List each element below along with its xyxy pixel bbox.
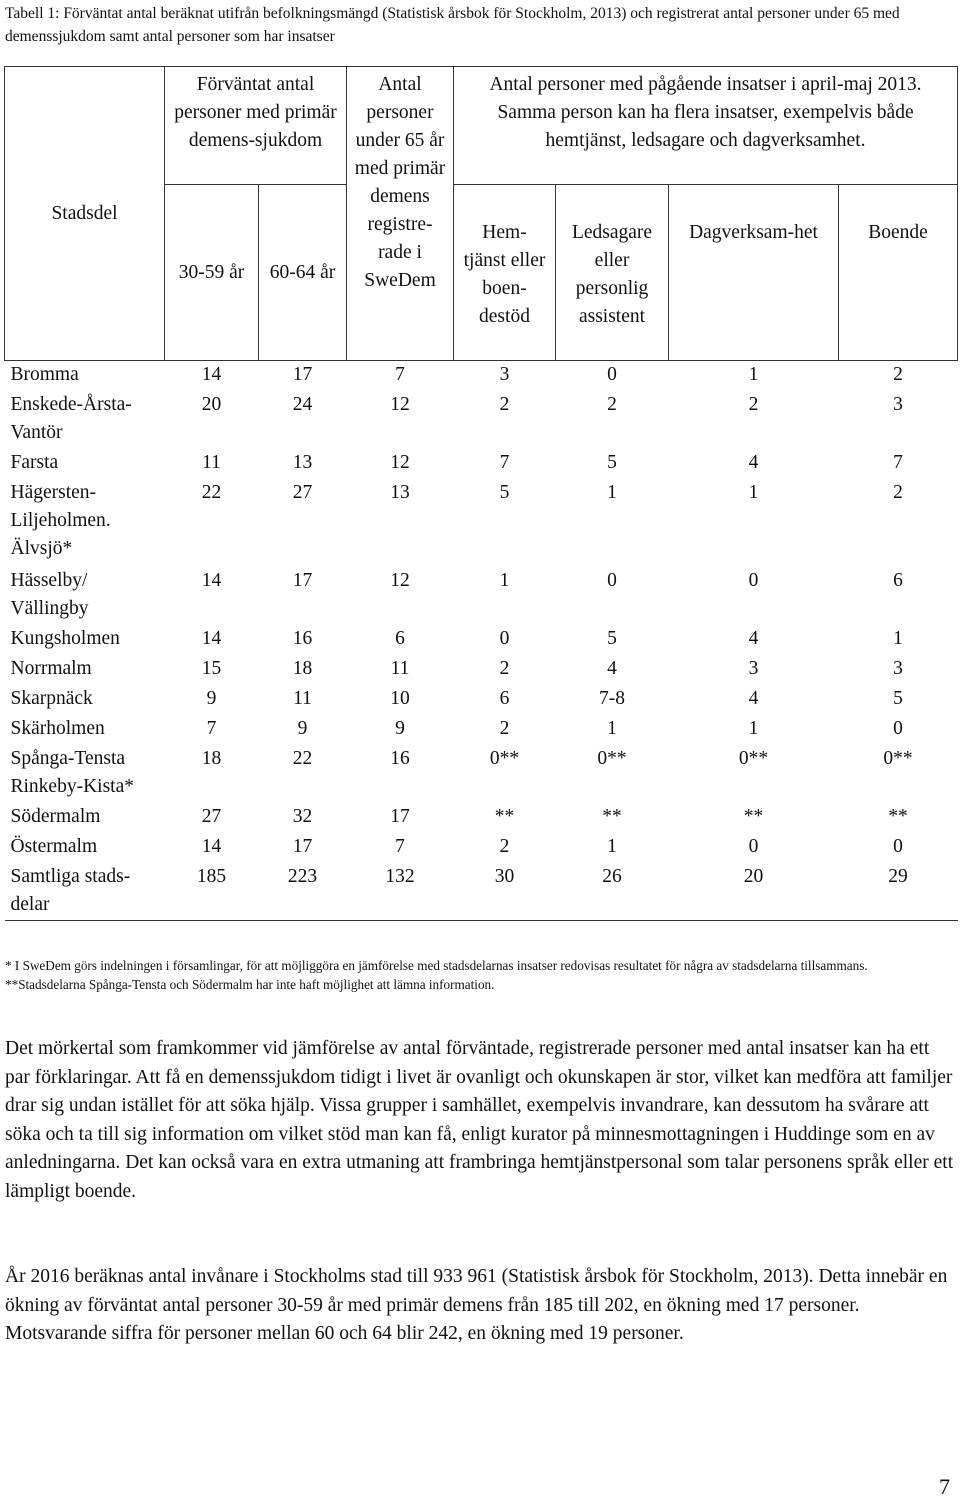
- table-cell: 14: [201, 364, 222, 385]
- table-cell: 7-8: [599, 687, 625, 709]
- table-cell: 10: [390, 687, 410, 709]
- table-cell: 20: [669, 863, 839, 921]
- table-cell: **: [494, 805, 515, 827]
- table-cell: 0: [893, 835, 903, 857]
- table-cell: 1: [748, 717, 759, 739]
- header-age-60-64: 60-64 år: [259, 185, 347, 361]
- table-row: [5, 833, 958, 863]
- table-cell: 3: [893, 657, 903, 679]
- table-cell: 16: [390, 747, 410, 769]
- district-name: Spånga-Tensta Rinkeby-Kista*: [10, 747, 134, 797]
- district-name: Södermalm: [10, 805, 101, 827]
- footnote-2: **Stadsdelarna Spånga-Tensta och Södermalm har inte haft möjlighet att lämna information.: [5, 977, 495, 992]
- table-cell: 0**: [738, 747, 769, 769]
- table-row: [5, 685, 958, 715]
- table-cell: 223: [259, 863, 347, 921]
- table-row: [5, 479, 958, 567]
- table-cell: 2: [499, 393, 510, 415]
- table-cell: 30: [454, 863, 556, 921]
- table-cell: 27: [201, 805, 222, 827]
- table-cell: 132: [347, 863, 454, 921]
- header-age-30-59: 30-59 år: [165, 185, 259, 361]
- table-cell: **: [743, 805, 764, 827]
- table-cell: 3: [499, 364, 510, 385]
- table-cell: 0: [499, 627, 510, 649]
- table-cell: 6: [395, 627, 405, 649]
- table-cell: 2: [499, 835, 510, 857]
- table-cell: 4: [607, 657, 617, 679]
- table-cell: 7: [206, 717, 217, 739]
- table-row: [5, 361, 958, 391]
- table-cell: 32: [292, 805, 313, 827]
- district-name: Hässelby/ Vällingby: [10, 569, 89, 619]
- table-cell: 1: [748, 364, 759, 385]
- table-cell: 12: [390, 569, 410, 591]
- table-cell: 0: [748, 569, 759, 591]
- table-cell: 7: [395, 835, 405, 857]
- table-cell: 2: [499, 657, 510, 679]
- district-name: Kungsholmen: [10, 627, 120, 649]
- table-cell: 4: [748, 687, 759, 709]
- table-cell: 7: [893, 451, 903, 473]
- district-name: Bromma: [10, 364, 79, 385]
- table-cell: 5: [499, 481, 510, 503]
- header-stadsdel: Stadsdel: [5, 67, 165, 361]
- table-cell: 15: [201, 657, 222, 679]
- district-name: Skarpnäck: [10, 687, 93, 709]
- header-dagverksamhet: Dagverksam-het: [669, 185, 839, 361]
- table-row: [5, 625, 958, 655]
- table-cell: 185: [165, 863, 259, 921]
- table-caption: Tabell 1: Förväntat antal beräknat utifrån befolkningsmängd (Statistisk årsbok för Stockholm, 2013) och registrerat antal personer under 65 med demenssjukdom samt antal personer som har insatser: [5, 5, 900, 45]
- paragraph-1: Det mörkertal som framkommer vid jämförelse av antal förväntade, registrerade personer med antal insatser kan ha ett par förklaringar. Att få en demenssjukdom tidigt i livet är ovanligt och okunskapen är stor, vilket kan medföra att familjer drar sig undan istället för att söka hjälp. Vissa grupper i samhället, exempelvis invandrare, kan dessutom ha svårare att söka och ta till sig information om vilket stöd man kan få, enligt kurator på minnesmottagningen i Huddinge som en av anledningarna. Det kan också vara en extra utmaning att frambringa hemtjänstpersonal som talar personens språk eller ett lämpligt boende.: [5, 1038, 954, 1202]
- table-cell: 0: [607, 569, 617, 591]
- dementia-table: [4, 66, 958, 921]
- table-cell: 0**: [489, 747, 520, 769]
- table-row: [5, 863, 958, 921]
- table-row: [5, 715, 958, 745]
- table-cell: 9: [297, 717, 308, 739]
- table-cell: 11: [293, 687, 312, 709]
- table-cell: 2: [499, 717, 510, 739]
- table-cell: 14: [201, 835, 222, 857]
- table-cell: 14: [201, 627, 222, 649]
- table-cell: 1: [607, 835, 617, 857]
- table-cell: 14: [201, 569, 222, 591]
- district-name: Norrmalm: [10, 657, 92, 679]
- table-cell: 20: [201, 393, 222, 415]
- table-cell: 1: [607, 481, 617, 503]
- district-name: Enskede-Årsta-Vantör: [10, 393, 132, 443]
- table-cell: **: [888, 805, 908, 827]
- table-cell: 11: [202, 451, 221, 473]
- table-cell: 13: [292, 451, 313, 473]
- table-cell: 11: [390, 657, 410, 679]
- table-cell: 6: [893, 569, 903, 591]
- table-cell: 0: [607, 364, 617, 385]
- table-cell: 22: [292, 747, 313, 769]
- table-cell: 16: [292, 627, 313, 649]
- table-cell: 2: [893, 364, 903, 385]
- table-cell: 24: [292, 393, 313, 415]
- table-cell: 12: [390, 451, 410, 473]
- table-cell: 1: [499, 569, 510, 591]
- table-cell: 18: [292, 657, 313, 679]
- table-cell: 9: [395, 717, 405, 739]
- district-name: Östermalm: [10, 835, 98, 857]
- header-registered: Antal personer under 65 år med primär demens registre-rade i SweDem: [347, 67, 454, 361]
- table-cell: 0: [748, 835, 759, 857]
- table-cell: 3: [893, 393, 903, 415]
- table-cell: 0**: [883, 747, 913, 769]
- district-name: Skärholmen: [10, 717, 105, 739]
- district-name: Samtliga stads-delar: [5, 863, 165, 921]
- table-row: [5, 449, 958, 479]
- table-cell: 17: [292, 569, 313, 591]
- table-row: [5, 803, 958, 833]
- district-name: Hägersten-Liljeholmen. Älvsjö*: [10, 481, 111, 559]
- table-cell: 6: [499, 687, 510, 709]
- table-cell: 7: [499, 451, 510, 473]
- header-insatser: Antal personer med pågående insatser i april-maj 2013. Samma person kan ha flera insatser, exempelvis både hemtjänst, ledsagare och dagverksamhet.: [454, 67, 958, 185]
- table-row: [5, 745, 958, 803]
- header-ledsagare: Ledsagare eller personlig assistent: [556, 185, 669, 361]
- table-cell: 5: [607, 451, 617, 473]
- table-cell: 27: [292, 481, 313, 503]
- table-cell: 29: [839, 863, 958, 921]
- table-cell: 1: [748, 481, 759, 503]
- table-cell: 1: [893, 627, 903, 649]
- table-row: [5, 567, 958, 625]
- table-cell: 4: [748, 451, 759, 473]
- table-cell: 7: [395, 364, 405, 385]
- table-cell: 26: [556, 863, 669, 921]
- table-cell: 5: [607, 627, 617, 649]
- footnotes: [5, 956, 955, 994]
- table-row: [5, 391, 958, 449]
- table-cell: 17: [292, 835, 313, 857]
- table-cell: 13: [390, 481, 410, 503]
- table-cell: 9: [206, 687, 217, 709]
- page-number: 7: [939, 1474, 950, 1499]
- header-boende: Boende: [839, 185, 958, 361]
- table-cell: 0: [893, 717, 903, 739]
- table-cell: 4: [748, 627, 759, 649]
- table-row: [5, 655, 958, 685]
- table-cell: 3: [748, 657, 759, 679]
- header-expected: Förväntat antal personer med primär demens-sjukdom: [165, 67, 347, 185]
- table-cell: 2: [607, 393, 617, 415]
- table-cell: 2: [893, 481, 903, 503]
- table-cell: 17: [292, 364, 313, 385]
- table-cell: 5: [893, 687, 903, 709]
- table-cell: 1: [607, 717, 617, 739]
- footnote-1: * I SweDem görs indelningen i församlingar, för att möjliggöra en jämförelse med stadsdelarnas insatser redovisas resultatet för några av stadsdelarna tillsammans.: [5, 958, 868, 973]
- table-cell: 22: [201, 481, 222, 503]
- table-cell: **: [602, 805, 622, 827]
- table-cell: 17: [390, 805, 410, 827]
- table-cell: 18: [201, 747, 222, 769]
- table-cell: 0**: [597, 747, 627, 769]
- table-cell: 12: [390, 393, 410, 415]
- table-cell: 2: [748, 393, 759, 415]
- header-hemtjanst: Hem-tjänst eller boen-destöd: [454, 185, 556, 361]
- paragraph-2: År 2016 beräknas antal invånare i Stockholms stad till 933 961 (Statistisk årsbok för Stockholm, 2013). Detta innebär en ökning av förväntat antal personer 30-59 år med primär demens från 185 till 202, en ökning med 17 personer. Motsvarande siffra för personer mellan 60 och 64 blir 242, en ökning med 19 personer.: [5, 1266, 948, 1345]
- district-name: Farsta: [10, 451, 59, 473]
